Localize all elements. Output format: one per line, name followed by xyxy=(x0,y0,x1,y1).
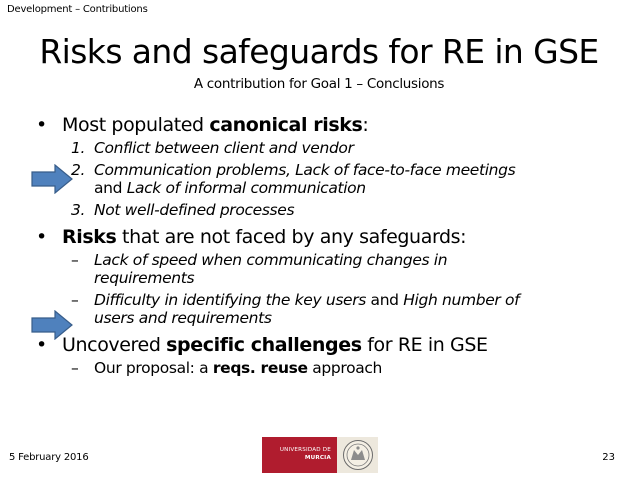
list-item-text: Our proposal: a xyxy=(94,359,213,378)
list-item xyxy=(36,292,626,328)
list-item xyxy=(36,360,626,378)
bullet-item xyxy=(36,334,626,356)
list-item-strong: reqs. reuse xyxy=(212,359,308,378)
bullet-strong: specific challenges xyxy=(166,334,362,357)
numbered-list xyxy=(36,140,626,220)
footer-date: 5 February 2016 xyxy=(9,452,89,463)
bullet-marker: • xyxy=(36,114,47,136)
section-label: Development – Contributions xyxy=(7,4,148,15)
bullet-item xyxy=(36,114,626,136)
page-number: 23 xyxy=(602,452,615,463)
list-marker: 3. xyxy=(71,201,86,220)
list-marker: – xyxy=(71,251,79,270)
list-marker: – xyxy=(71,359,79,378)
list-item xyxy=(36,252,626,288)
logo-text: UNIVERSIDAD DE xyxy=(279,447,331,454)
bullet-text: Uncovered xyxy=(62,334,167,357)
list-item-text: Communication problems, Lack of face-to-face meetings xyxy=(94,161,516,180)
list-marker: 1. xyxy=(71,139,86,158)
dash-list xyxy=(36,252,626,328)
bullet-marker: • xyxy=(36,226,47,249)
list-item-text: Not well-defined processes xyxy=(94,201,295,220)
bullet-list xyxy=(36,114,626,384)
list-item-text: and xyxy=(94,179,127,198)
bullet-text: that are not faced by any safeguards: xyxy=(116,226,467,249)
list-item xyxy=(36,202,626,220)
dash-list xyxy=(36,360,626,378)
university-logo xyxy=(262,437,378,473)
list-item-text: Difficulty in identifying the key users xyxy=(94,291,366,310)
bullet-marker: • xyxy=(36,334,47,357)
bullet-strong: Risks xyxy=(62,226,117,249)
logo-wordmark xyxy=(262,437,337,473)
list-item-text: High number of xyxy=(403,291,520,310)
list-item-text: requirements xyxy=(94,269,195,288)
list-item-text: Lack of informal communication xyxy=(126,179,366,198)
list-item xyxy=(36,162,626,198)
bullet-text: : xyxy=(362,114,369,136)
university-seal-icon xyxy=(337,437,378,473)
list-item-text: and xyxy=(365,291,404,310)
list-marker: – xyxy=(71,291,79,310)
logo-text: MURCIA xyxy=(304,455,331,461)
bullet-strong: canonical risks xyxy=(209,114,363,136)
list-item-text: Conflict between client and vendor xyxy=(94,139,354,158)
list-item xyxy=(36,140,626,158)
bullet-text: for RE in GSE xyxy=(361,334,488,357)
bullet-item xyxy=(36,226,626,248)
list-marker: 2. xyxy=(71,161,86,180)
list-item-text: Lack of speed when communicating changes in xyxy=(94,251,448,270)
slide-title: Risks and safeguards for RE in GSE xyxy=(39,32,599,71)
slide-subtitle: A contribution for Goal 1 – Conclusions xyxy=(193,76,445,92)
bullet-text: Most populated xyxy=(62,114,210,136)
list-item-text: approach xyxy=(307,359,383,378)
list-item-text: users and requirements xyxy=(94,309,272,328)
